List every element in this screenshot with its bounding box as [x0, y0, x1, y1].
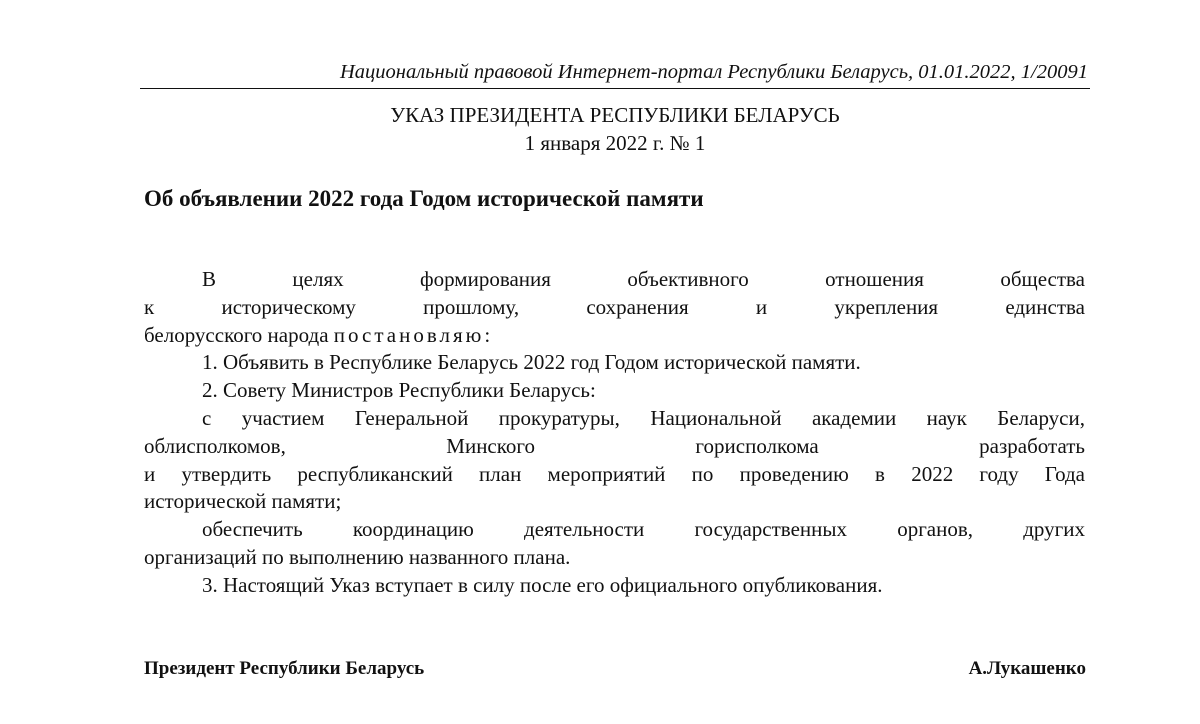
decree-word: постановляю [333, 322, 485, 347]
signature-block [144, 656, 1086, 682]
signatory-position: Президент Республики Беларусь [144, 658, 425, 679]
item-2a-line-2: облисполкомов, Минского горисполкома разработать [144, 433, 1085, 458]
item-2b-line-2: организаций по выполнению названного плана. [144, 544, 571, 569]
item-2a-line-4: исторической памяти; [144, 489, 342, 514]
preamble-colon: : [484, 322, 491, 347]
item-1: 1. Объявить в Республике Беларусь 2022 год Годом исторической памяти. [202, 350, 861, 375]
signatory-name: А.Лукашенко [968, 658, 1086, 679]
item-2a-line-1: с участием Генеральной прокуратуры, Национальной академии наук Беларуси, [202, 405, 1085, 430]
item-2b-line-1: обеспечить координацию деятельности государственных органов, других [202, 517, 1085, 542]
preamble-line-3-text: белорусского народа [144, 322, 334, 347]
item-2: 2. Совету Министров Республики Беларусь: [202, 378, 596, 403]
item-2a-line-3: и утвердить республиканский план мероприятий по проведению в 2022 году Года [144, 461, 1085, 486]
decree-title: Об объявлении 2022 года Годом исторической памяти [144, 186, 704, 211]
header-rule [140, 88, 1090, 89]
portal-header: Национальный правовой Интернет-портал Республики Беларусь, 01.01.2022, 1/20091 [340, 61, 1088, 83]
preamble-line-2: к историческому прошлому, сохранения и укрепления единства [144, 294, 1085, 319]
preamble-line-1: В целях формирования объективного отношения общества [202, 267, 1085, 291]
item-3: 3. Настоящий Указ вступает в силу после его официального опубликования. [202, 572, 883, 597]
decree-date-number: 1 января 2022 г. № 1 [524, 131, 706, 155]
preamble-line-3 [144, 322, 1085, 350]
decree-body [144, 266, 1085, 600]
decree-type-title: УКАЗ ПРЕЗИДЕНТА РЕСПУБЛИКИ БЕЛАРУСЬ [390, 103, 840, 127]
